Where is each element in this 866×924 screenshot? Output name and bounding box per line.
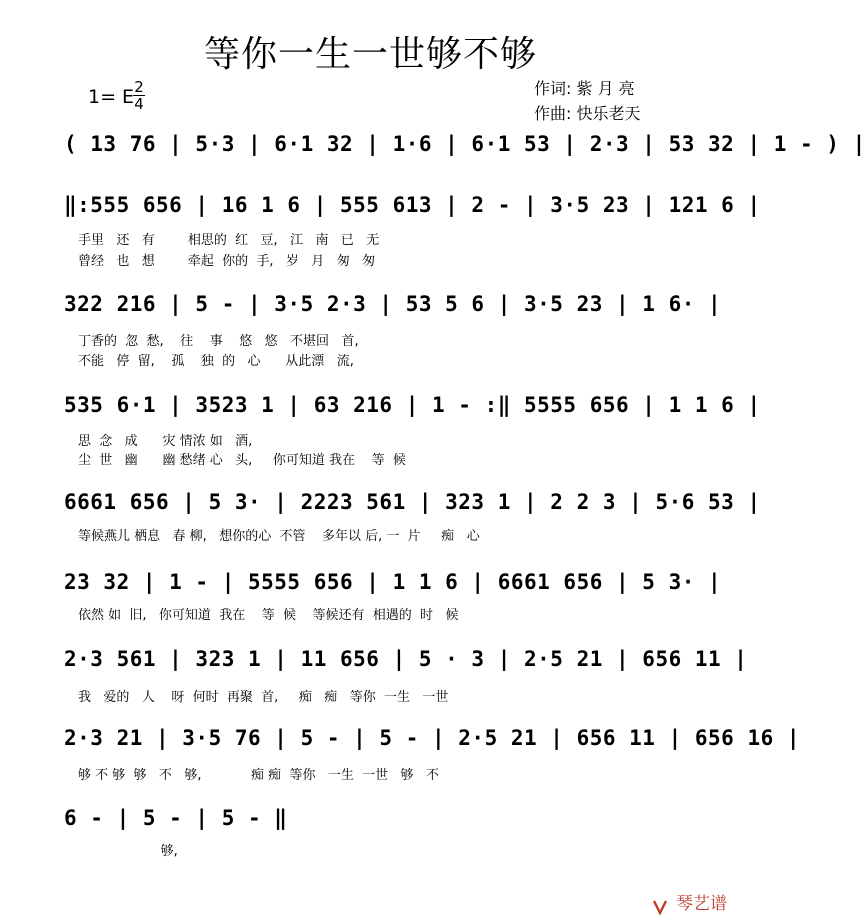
music-line-5: 6661 656 | 5 3· | 2223 561 | 323 1 | 2 2 3 | 5·6 53 |: [64, 490, 761, 514]
lyric-line-4b: 尘 世 幽 幽 愁绪 心 头, 你可知道 我在 等 候: [78, 453, 406, 468]
lyric-line-3b: 不能 停 留, 孤 独 的 心 从此漂 流,: [78, 354, 354, 369]
time-signature: [132, 80, 146, 111]
lyric-line-4a: 思 念 成 灾 情浓 如 酒,: [78, 434, 253, 449]
lyric-line-2a: 手里 还 有 相思的 红 豆, 江 南 已 无: [78, 233, 380, 248]
music-line-6: 23 32 | 1 - | 5555 656 | 1 1 6 | 6661 656 | 5 3· |: [64, 570, 722, 594]
music-line-1: ( 13 76 | 5·3 | 6·1 32 | 1·6 | 6·1 53 | 2·3 | 53 32 | 1 - ) |: [64, 132, 866, 156]
lyric-line-3a: 丁香的 忽 愁, 往 事 悠 悠 不堪回 首,: [78, 334, 359, 349]
lyric-line-6a: 依然 如 旧, 你可知道 我在 等 候 等候还有 相遇的 时 候: [78, 608, 459, 623]
key-signature: 1= E: [88, 86, 135, 108]
lyric-line-5a: 等候燕儿 栖息 春 柳, 想你的心 不管 多年以 后, 一 片 痴 心: [78, 529, 480, 544]
qinyipu-logo-icon: [651, 898, 669, 916]
music-line-9: 6 - | 5 - | 5 - ‖: [64, 806, 288, 830]
music-line-8: 2·3 21 | 3·5 76 | 5 - | 5 - | 2·5 21 | 656 11 | 656 16 |: [64, 726, 801, 750]
lyric-line-7a: 我 爱的 人 呀 何时 再聚 首, 痴 痴 等你 一生 一世: [78, 690, 449, 705]
watermark-text: 琴艺谱: [676, 894, 727, 914]
lyricist-credit: 作词: 紫 月 亮: [534, 79, 635, 98]
time-bottom: 4: [134, 95, 144, 113]
page-title: 等你一生一世够不够: [203, 34, 537, 75]
music-line-2: ‖:555 656 | 16 1 6 | 555 613 | 2 - | 3·5 23 | 121 6 |: [64, 193, 761, 217]
lyric-line-8a: 够 不 够 够 不 够, 痴 痴 等你 一生 一世 够 不: [78, 768, 439, 783]
music-line-3: 322 216 | 5 - | 3·5 2·3 | 53 5 6 | 3·5 23 | 1 6· |: [64, 292, 722, 316]
music-line-4: 535 6·1 | 3523 1 | 63 216 | 1 - :‖ 5555 656 | 1 1 6 |: [64, 393, 761, 417]
time-top: 2: [134, 78, 144, 96]
lyric-line-9a: 够,: [78, 844, 178, 859]
lyric-line-2b: 曾经 也 想 牵起 你的 手, 岁 月 匆 匆: [78, 254, 376, 269]
music-line-7: 2·3 561 | 323 1 | 11 656 | 5 · 3 | 2·5 21 | 656 11 |: [64, 647, 748, 671]
composer-credit: 作曲: 快乐老天: [534, 104, 641, 123]
